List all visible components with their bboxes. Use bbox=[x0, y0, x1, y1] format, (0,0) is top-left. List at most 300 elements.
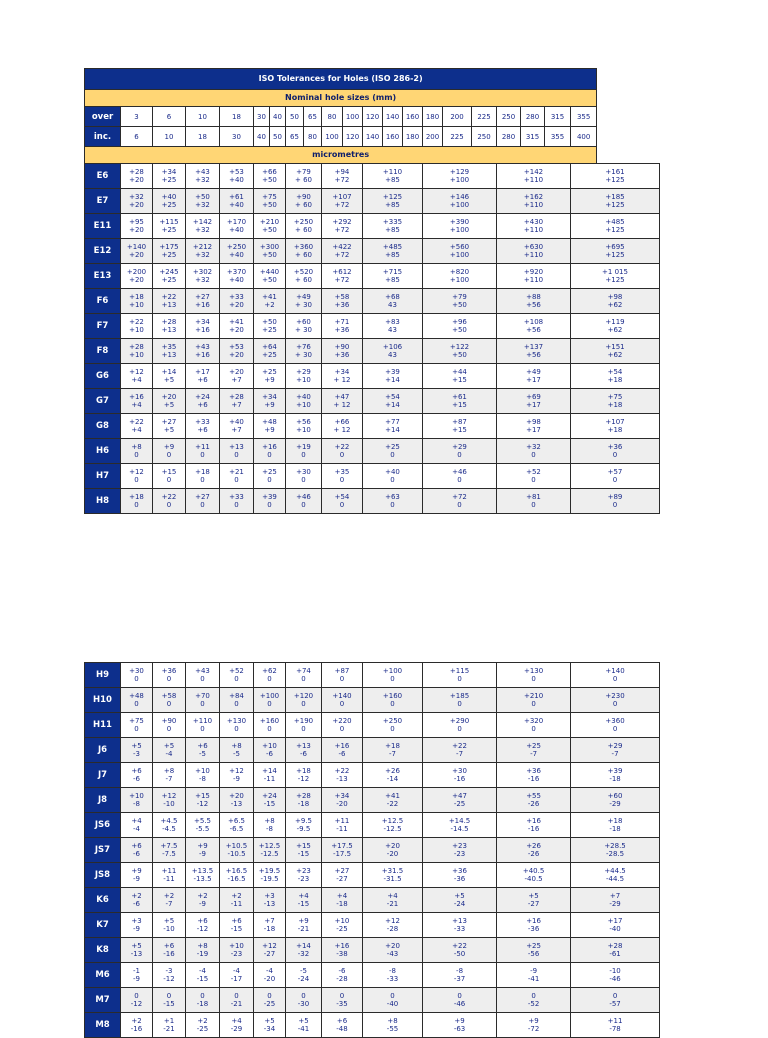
tolerance-cell bbox=[423, 963, 497, 988]
upper-deviation: +14 bbox=[296, 942, 311, 950]
upper-deviation: +31.5 bbox=[381, 867, 404, 875]
grade-label: F8 bbox=[85, 339, 121, 364]
upper-deviation: +52 bbox=[526, 468, 541, 476]
table-row bbox=[85, 838, 660, 863]
tolerance-cell bbox=[254, 763, 286, 788]
upper-deviation: 0 bbox=[267, 992, 272, 1000]
upper-deviation: +10 bbox=[334, 917, 350, 925]
lower-deviation: +100 bbox=[449, 276, 470, 284]
lower-deviation: -7 bbox=[165, 775, 173, 783]
tolerance-cell bbox=[286, 913, 322, 938]
lower-deviation: 0 bbox=[301, 675, 306, 683]
lower-deviation: -26 bbox=[527, 800, 540, 808]
lower-deviation: 0 bbox=[339, 476, 345, 484]
tolerance-cell bbox=[423, 738, 497, 763]
tolerance-cell bbox=[254, 713, 286, 738]
tolerance-cell bbox=[121, 164, 153, 189]
tolerance-cell bbox=[423, 1013, 497, 1038]
tolerance-cell bbox=[363, 1013, 423, 1038]
upper-deviation: +60 bbox=[296, 318, 311, 326]
over-size-4: 30 bbox=[254, 107, 270, 127]
lower-deviation: +40 bbox=[229, 176, 244, 184]
lower-deviation: -18 bbox=[609, 825, 621, 833]
lower-deviation: -38 bbox=[336, 950, 348, 958]
lower-deviation: +7 bbox=[231, 426, 242, 434]
tolerance-cell bbox=[186, 389, 220, 414]
lower-deviation: -33 bbox=[453, 925, 466, 933]
lower-deviation: -50 bbox=[453, 950, 466, 958]
lower-deviation: 0 bbox=[531, 476, 536, 484]
lower-deviation: 0 bbox=[134, 476, 139, 484]
lower-deviation: -9 bbox=[133, 875, 140, 883]
tolerance-cell bbox=[121, 489, 153, 514]
tolerance-cell bbox=[322, 189, 363, 214]
tolerance-cell bbox=[186, 414, 220, 439]
tolerance-cell bbox=[363, 938, 423, 963]
over-size-15: 225 bbox=[472, 107, 497, 127]
tolerance-cell bbox=[286, 439, 322, 464]
lower-deviation: +85 bbox=[385, 276, 400, 284]
lower-deviation: +32 bbox=[195, 251, 210, 259]
tolerance-cell bbox=[254, 788, 286, 813]
tolerance-cell bbox=[254, 189, 286, 214]
tolerance-cell bbox=[322, 763, 363, 788]
lower-deviation: -18 bbox=[196, 1000, 209, 1008]
tolerance-cell bbox=[571, 414, 660, 439]
lower-deviation: +20 bbox=[229, 351, 244, 359]
tolerance-cell bbox=[286, 314, 322, 339]
lower-deviation: +50 bbox=[262, 201, 277, 209]
tolerance-cell bbox=[220, 813, 254, 838]
upper-deviation: +695 bbox=[605, 243, 625, 251]
upper-deviation: +34 bbox=[161, 168, 177, 176]
lower-deviation: -5 bbox=[233, 750, 240, 758]
lower-deviation: +20 bbox=[129, 251, 144, 259]
lower-deviation: -18 bbox=[263, 925, 276, 933]
tolerance-cell bbox=[322, 988, 363, 1013]
tolerance-cell bbox=[286, 464, 322, 489]
upper-deviation: +9 bbox=[298, 917, 309, 925]
grade-label: H6 bbox=[85, 439, 121, 464]
lower-deviation: +50 bbox=[452, 301, 467, 309]
upper-deviation: 0 bbox=[339, 992, 345, 1000]
tolerance-cell bbox=[423, 439, 497, 464]
grade-label: H9 bbox=[85, 663, 121, 688]
upper-deviation: +58 bbox=[161, 692, 177, 700]
upper-deviation: +34 bbox=[262, 393, 277, 401]
lower-deviation: 0 bbox=[339, 725, 345, 733]
upper-deviation: +13 bbox=[452, 917, 467, 925]
upper-deviation: +87 bbox=[334, 667, 350, 675]
upper-deviation: +29 bbox=[607, 742, 623, 750]
tolerance-cell bbox=[497, 214, 571, 239]
tolerance-cell bbox=[220, 214, 254, 239]
upper-deviation: +8 bbox=[231, 742, 242, 750]
lower-deviation: -27 bbox=[263, 950, 276, 958]
lower-deviation: + 30 bbox=[295, 351, 312, 359]
tolerance-cell bbox=[423, 214, 497, 239]
tolerance-cell bbox=[363, 414, 423, 439]
lower-deviation: 0 bbox=[457, 725, 462, 733]
tolerance-cell bbox=[363, 339, 423, 364]
tolerance-cell bbox=[220, 788, 254, 813]
lower-deviation: +6 bbox=[197, 376, 208, 384]
lower-deviation: +10 bbox=[129, 301, 144, 309]
inc-size-14: 225 bbox=[443, 127, 472, 147]
lower-deviation: + 60 bbox=[295, 276, 312, 284]
lower-deviation: +50 bbox=[262, 276, 277, 284]
upper-deviation: -5 bbox=[300, 967, 307, 975]
tolerance-cell bbox=[423, 988, 497, 1013]
grade-label: E13 bbox=[85, 264, 121, 289]
upper-deviation: +54 bbox=[607, 368, 623, 376]
upper-deviation: +6 bbox=[336, 1017, 348, 1025]
lower-deviation: +10 bbox=[129, 351, 144, 359]
upper-deviation: +18 bbox=[195, 468, 210, 476]
table-row bbox=[85, 813, 660, 838]
upper-deviation: +90 bbox=[161, 717, 177, 725]
upper-deviation: +22 bbox=[161, 293, 177, 301]
lower-deviation: +20 bbox=[129, 276, 144, 284]
tolerance-cell bbox=[322, 813, 363, 838]
lower-deviation: -57 bbox=[609, 1000, 621, 1008]
upper-deviation: +7 bbox=[264, 917, 275, 925]
grade-label: J6 bbox=[85, 738, 121, 763]
upper-deviation: +22 bbox=[452, 942, 467, 950]
tolerance-cell bbox=[363, 189, 423, 214]
tolerance-cell bbox=[322, 788, 363, 813]
upper-deviation: +151 bbox=[605, 343, 625, 351]
tolerance-cell bbox=[363, 164, 423, 189]
upper-deviation: +22 bbox=[334, 443, 350, 451]
upper-deviation: +5 bbox=[163, 917, 175, 925]
grade-label: JS8 bbox=[85, 863, 121, 888]
tolerance-cell bbox=[121, 938, 153, 963]
upper-deviation: +430 bbox=[523, 218, 544, 226]
tolerance-cell bbox=[186, 888, 220, 913]
upper-deviation: +40 bbox=[296, 393, 311, 401]
upper-deviation: +62 bbox=[262, 667, 277, 675]
upper-deviation: -4 bbox=[233, 967, 240, 975]
lower-deviation: +62 bbox=[607, 301, 623, 309]
lower-deviation: +14 bbox=[385, 426, 400, 434]
lower-deviation: -16 bbox=[453, 775, 466, 783]
lower-deviation: -9 bbox=[199, 900, 206, 908]
lower-deviation: +50 bbox=[262, 176, 277, 184]
upper-deviation: +46 bbox=[296, 493, 311, 501]
lower-deviation: 0 bbox=[457, 675, 462, 683]
upper-deviation: +115 bbox=[449, 667, 470, 675]
tolerance-cell bbox=[322, 938, 363, 963]
tolerance-cell bbox=[423, 489, 497, 514]
lower-deviation: -25 bbox=[263, 1000, 276, 1008]
tolerance-cell bbox=[153, 888, 186, 913]
upper-deviation: +34 bbox=[334, 792, 350, 800]
lower-deviation: -10 bbox=[163, 800, 175, 808]
lower-deviation: +85 bbox=[385, 226, 400, 234]
tolerance-cell bbox=[153, 164, 186, 189]
tolerance-cell bbox=[121, 713, 153, 738]
tolerance-cell bbox=[423, 913, 497, 938]
lower-deviation: +17 bbox=[526, 401, 541, 409]
tolerance-cell bbox=[497, 314, 571, 339]
tolerance-cell bbox=[571, 439, 660, 464]
inc-label: inc. bbox=[85, 127, 121, 147]
tolerance-cell bbox=[497, 863, 571, 888]
inc-size-6: 65 bbox=[286, 127, 304, 147]
upper-deviation: +14 bbox=[161, 368, 177, 376]
lower-deviation: 0 bbox=[612, 675, 618, 683]
lower-deviation: -22 bbox=[386, 800, 399, 808]
lower-deviation: 43 bbox=[388, 301, 397, 309]
upper-deviation: +74 bbox=[296, 667, 311, 675]
tolerance-cell bbox=[153, 738, 186, 763]
upper-deviation: +2 bbox=[197, 892, 208, 900]
upper-deviation: +18 bbox=[129, 493, 144, 501]
tolerance-cell bbox=[571, 788, 660, 813]
upper-deviation: +25 bbox=[262, 468, 277, 476]
lower-deviation: +125 bbox=[605, 201, 625, 209]
tolerance-cell bbox=[220, 738, 254, 763]
lower-deviation: +9 bbox=[264, 426, 275, 434]
tolerance-cell bbox=[186, 1013, 220, 1038]
over-size-7: 65 bbox=[304, 107, 322, 127]
tolerance-cell bbox=[121, 738, 153, 763]
tolerance-cell bbox=[497, 838, 571, 863]
lower-deviation: -28.5 bbox=[605, 850, 625, 858]
over-size-1: 6 bbox=[153, 107, 186, 127]
tolerance-cell bbox=[363, 813, 423, 838]
tolerance-cell bbox=[571, 838, 660, 863]
tolerance-cell bbox=[423, 414, 497, 439]
lower-deviation: +13 bbox=[161, 326, 177, 334]
tolerance-cell bbox=[254, 988, 286, 1013]
upper-deviation: +41 bbox=[229, 318, 244, 326]
tolerance-cell bbox=[220, 1013, 254, 1038]
upper-deviation: +76 bbox=[296, 343, 311, 351]
upper-deviation: +98 bbox=[526, 418, 541, 426]
upper-deviation: +8 bbox=[197, 942, 208, 950]
lower-deviation: -7 bbox=[456, 750, 464, 758]
upper-deviation: +4 bbox=[336, 892, 348, 900]
upper-deviation: +84 bbox=[229, 692, 244, 700]
table-row bbox=[85, 738, 660, 763]
upper-deviation: +5 bbox=[528, 892, 539, 900]
lower-deviation: -9 bbox=[133, 975, 140, 983]
upper-deviation: +20 bbox=[385, 942, 400, 950]
inc-size-7: 80 bbox=[304, 127, 322, 147]
tolerance-cell bbox=[363, 963, 423, 988]
tolerance-cell bbox=[363, 439, 423, 464]
tolerance-cell bbox=[186, 663, 220, 688]
upper-deviation: +95 bbox=[129, 218, 144, 226]
lower-deviation: +13 bbox=[161, 301, 177, 309]
tolerance-cell bbox=[322, 389, 363, 414]
lower-deviation: +4 bbox=[131, 401, 142, 409]
lower-deviation: 0 bbox=[301, 700, 306, 708]
upper-deviation: +28 bbox=[607, 942, 623, 950]
upper-deviation: +39 bbox=[607, 767, 623, 775]
lower-deviation: +25 bbox=[161, 251, 177, 259]
lower-deviation: +7 bbox=[231, 376, 242, 384]
upper-deviation: +5 bbox=[454, 892, 465, 900]
lower-deviation: 0 bbox=[390, 725, 395, 733]
upper-deviation: -8 bbox=[456, 967, 464, 975]
tolerance-cell bbox=[186, 938, 220, 963]
inc-size-19: 400 bbox=[571, 127, 597, 147]
upper-deviation: +485 bbox=[382, 243, 403, 251]
upper-deviation: +27 bbox=[195, 493, 210, 501]
upper-deviation: +33 bbox=[229, 293, 244, 301]
lower-deviation: +10 bbox=[296, 401, 311, 409]
upper-deviation: +17.5 bbox=[331, 842, 353, 850]
tolerance-cell bbox=[571, 489, 660, 514]
tolerance-cell bbox=[286, 863, 322, 888]
inc-size-16: 280 bbox=[497, 127, 521, 147]
tolerance-cell bbox=[571, 289, 660, 314]
tolerance-cell bbox=[322, 414, 363, 439]
upper-deviation: +34 bbox=[334, 368, 350, 376]
lower-deviation: -15 bbox=[263, 800, 276, 808]
tolerance-cell bbox=[254, 913, 286, 938]
tolerance-cell bbox=[220, 264, 254, 289]
upper-deviation: +22 bbox=[129, 318, 144, 326]
upper-deviation: +6 bbox=[163, 942, 175, 950]
lower-deviation: -4.5 bbox=[162, 825, 176, 833]
upper-deviation: +19 bbox=[296, 443, 311, 451]
tolerance-cell bbox=[322, 339, 363, 364]
tolerance-cell bbox=[220, 414, 254, 439]
lower-deviation: +40 bbox=[229, 201, 244, 209]
tolerance-cell bbox=[322, 239, 363, 264]
lower-deviation: -21 bbox=[230, 1000, 243, 1008]
upper-deviation: -1 bbox=[133, 967, 140, 975]
upper-deviation: +32 bbox=[129, 193, 144, 201]
over-size-19: 355 bbox=[571, 107, 597, 127]
lower-deviation: 0 bbox=[339, 451, 345, 459]
lower-deviation: -12.5 bbox=[383, 825, 402, 833]
upper-deviation: +61 bbox=[229, 193, 244, 201]
lower-deviation: +100 bbox=[449, 176, 470, 184]
lower-deviation: +20 bbox=[129, 226, 144, 234]
upper-deviation: +162 bbox=[523, 193, 544, 201]
upper-deviation: +12 bbox=[385, 917, 400, 925]
table-row bbox=[85, 389, 660, 414]
lower-deviation: -23 bbox=[453, 850, 466, 858]
upper-deviation: +20 bbox=[385, 842, 400, 850]
tolerance-cell bbox=[121, 314, 153, 339]
lower-deviation: -27 bbox=[527, 900, 540, 908]
upper-deviation: +30 bbox=[452, 767, 467, 775]
tolerance-cell bbox=[220, 439, 254, 464]
lower-deviation: -36 bbox=[453, 875, 466, 883]
upper-deviation: +6 bbox=[231, 917, 242, 925]
upper-deviation: +2 bbox=[231, 892, 242, 900]
lower-deviation: -31.5 bbox=[383, 875, 402, 883]
inc-row bbox=[85, 127, 660, 147]
lower-deviation: +15 bbox=[452, 401, 467, 409]
upper-deviation: +27 bbox=[195, 293, 210, 301]
upper-deviation: +79 bbox=[296, 168, 311, 176]
upper-deviation: +66 bbox=[334, 418, 350, 426]
upper-deviation: +40 bbox=[161, 193, 177, 201]
upper-deviation: +5 bbox=[163, 742, 175, 750]
grade-label: JS6 bbox=[85, 813, 121, 838]
lower-deviation: -13 bbox=[263, 900, 276, 908]
upper-deviation: +71 bbox=[334, 318, 350, 326]
upper-deviation: +250 bbox=[226, 243, 247, 251]
lower-deviation: -25 bbox=[453, 800, 466, 808]
inc-size-10: 140 bbox=[363, 127, 383, 147]
tolerance-cell bbox=[571, 763, 660, 788]
tolerance-cell bbox=[423, 389, 497, 414]
inc-size-15: 250 bbox=[472, 127, 497, 147]
grade-label: E6 bbox=[85, 164, 121, 189]
tolerance-cell bbox=[423, 713, 497, 738]
lower-deviation: +16 bbox=[195, 351, 210, 359]
upper-deviation: -4 bbox=[266, 967, 273, 975]
lower-deviation: +100 bbox=[449, 226, 470, 234]
tolerance-cell bbox=[121, 913, 153, 938]
tolerance-cell bbox=[322, 164, 363, 189]
over-size-11: 140 bbox=[383, 107, 403, 127]
upper-deviation: +16 bbox=[334, 742, 350, 750]
upper-deviation: +5 bbox=[298, 1017, 309, 1025]
tolerance-cell bbox=[254, 364, 286, 389]
lower-deviation: -30 bbox=[297, 1000, 310, 1008]
tolerance-cell bbox=[220, 289, 254, 314]
lower-deviation: -27 bbox=[336, 875, 348, 883]
lower-deviation: 0 bbox=[457, 476, 462, 484]
lower-deviation: +10 bbox=[296, 426, 311, 434]
lower-deviation: +18 bbox=[607, 426, 623, 434]
upper-deviation: +20 bbox=[161, 393, 177, 401]
grade-label: K6 bbox=[85, 888, 121, 913]
lower-deviation: 0 bbox=[200, 675, 205, 683]
inc-size-0: 6 bbox=[121, 127, 153, 147]
upper-deviation: +17 bbox=[607, 917, 623, 925]
lower-deviation: +4 bbox=[131, 426, 142, 434]
tolerance-cell bbox=[286, 1013, 322, 1038]
tolerance-cell bbox=[423, 788, 497, 813]
lower-deviation: + 60 bbox=[295, 176, 312, 184]
upper-deviation: +28 bbox=[229, 393, 244, 401]
grade-label: G8 bbox=[85, 414, 121, 439]
upper-deviation: +43 bbox=[195, 343, 210, 351]
upper-deviation: 0 bbox=[134, 992, 139, 1000]
tolerance-cell bbox=[254, 738, 286, 763]
tolerance-cell bbox=[121, 963, 153, 988]
inc-size-3: 30 bbox=[220, 127, 254, 147]
tolerance-cell bbox=[571, 464, 660, 489]
lower-deviation: +6 bbox=[197, 401, 208, 409]
table-title: ISO Tolerances for Holes (ISO 286-2) bbox=[85, 69, 597, 90]
tolerance-cell bbox=[254, 863, 286, 888]
lower-deviation: 0 bbox=[457, 451, 462, 459]
grade-label: J7 bbox=[85, 763, 121, 788]
upper-deviation: +302 bbox=[192, 268, 213, 276]
lower-deviation: +125 bbox=[605, 276, 625, 284]
tolerance-cell bbox=[322, 1013, 363, 1038]
lower-deviation: -34 bbox=[263, 1025, 276, 1033]
lower-deviation: -40.5 bbox=[524, 875, 543, 883]
lower-deviation: -11 bbox=[230, 900, 243, 908]
tolerance-cell bbox=[286, 938, 322, 963]
upper-deviation: +18 bbox=[385, 742, 400, 750]
inc-size-12: 180 bbox=[403, 127, 423, 147]
upper-deviation: +66 bbox=[262, 168, 277, 176]
tolerance-cell bbox=[497, 364, 571, 389]
